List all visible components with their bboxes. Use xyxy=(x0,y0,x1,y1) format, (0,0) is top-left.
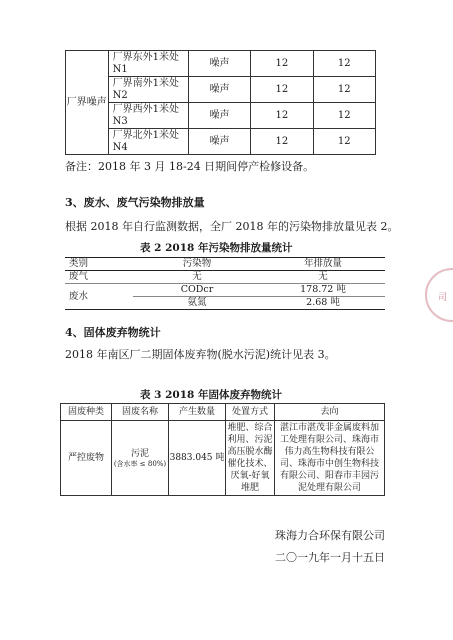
destination-cell: 湛江市湛茂非金属废料加工处理有限公司、珠海市伟力高生物科技有限公司、珠海市中创生物科技有限公司、阳春市丰园污泥处理有限公司 xyxy=(275,421,385,496)
table2-title: 表 2 2018 年污染物排放量统计 xyxy=(140,242,293,254)
quantity-cell: 3883.045 吨 xyxy=(169,421,226,496)
pollutant-cell: 氨氮 xyxy=(133,297,261,310)
table-row xyxy=(61,421,385,496)
section3-heading: 3、废水、废气污染物排放量 xyxy=(65,196,205,209)
waste-name: 污泥 xyxy=(130,448,149,459)
value-cell: 12 xyxy=(251,77,313,103)
solid-waste-table xyxy=(60,403,385,496)
noise-category-cell: 厂界噪声 xyxy=(66,51,109,155)
column-header: 年排放量 xyxy=(261,258,385,271)
section3-paragraph: 根据 2018 年自行监测数据，全厂 2018 年的污染物排放量见表 2。 xyxy=(65,220,399,233)
column-header: 产生数量 xyxy=(169,404,226,421)
company-name: 珠海力合环保有限公司 xyxy=(275,529,385,542)
table-row xyxy=(66,51,376,77)
column-header: 去向 xyxy=(275,404,385,421)
section4-heading: 4、固体废弃物统计 xyxy=(65,326,161,339)
table-row xyxy=(65,284,385,297)
amount-cell: 无 xyxy=(261,271,385,284)
category-cell: 废水 xyxy=(65,284,133,310)
pollutant-cell: 无 xyxy=(133,271,261,284)
category-cell: 废气 xyxy=(65,271,133,284)
type-cell: 噪声 xyxy=(188,129,250,155)
waste-name-note: (含水率 ≤ 80%) xyxy=(113,459,167,468)
type-cell: 噪声 xyxy=(188,77,250,103)
value-cell: 12 xyxy=(313,103,375,129)
value-cell: 12 xyxy=(251,51,313,77)
column-header: 处置方式 xyxy=(226,404,275,421)
column-header: 固废种类 xyxy=(61,404,112,421)
method-cell: 堆肥、综合利用、污泥高压脱水酶催化技术、厌氧-好氧堆肥 xyxy=(226,421,275,496)
amount-cell: 2.68 吨 xyxy=(261,297,385,310)
seal-text: 司 xyxy=(438,293,448,303)
document-date: 二〇一九年一月十五日 xyxy=(275,551,385,564)
location-cell: 厂界南外1米处N2 xyxy=(108,77,188,103)
column-header: 类别 xyxy=(65,258,133,271)
pollutant-table xyxy=(65,257,385,310)
table3-title: 表 3 2018 年固体废弃物统计 xyxy=(140,389,282,401)
amount-cell: 178.72 吨 xyxy=(261,284,385,297)
table-row xyxy=(65,271,385,284)
location-cell: 厂界北外1米处N4 xyxy=(108,129,188,155)
noise-note: 备注：2018 年 3 月 18-24 日期间停产检修设备。 xyxy=(65,160,315,173)
type-cell: 噪声 xyxy=(188,103,250,129)
table-row xyxy=(66,103,376,129)
value-cell: 12 xyxy=(313,77,375,103)
table-row xyxy=(66,77,376,103)
waste-kind-cell: 严控废物 xyxy=(61,421,112,496)
value-cell: 12 xyxy=(251,103,313,129)
location-cell: 厂界东外1米处N1 xyxy=(108,51,188,77)
noise-table xyxy=(65,50,376,155)
value-cell: 12 xyxy=(313,129,375,155)
section4-paragraph: 2018 年南区厂二期固体废弃物(脱水污泥)统计见表 3。 xyxy=(65,348,336,361)
waste-name-cell xyxy=(112,421,169,496)
table-row xyxy=(66,129,376,155)
type-cell: 噪声 xyxy=(188,51,250,77)
pollutant-cell: CODcr xyxy=(133,284,261,297)
table-header-row xyxy=(61,404,385,421)
column-header: 固废名称 xyxy=(112,404,169,421)
value-cell: 12 xyxy=(251,129,313,155)
value-cell: 12 xyxy=(313,51,375,77)
location-cell: 厂界西外1米处N3 xyxy=(108,103,188,129)
column-header: 污染物 xyxy=(133,258,261,271)
table-header-row xyxy=(65,258,385,271)
